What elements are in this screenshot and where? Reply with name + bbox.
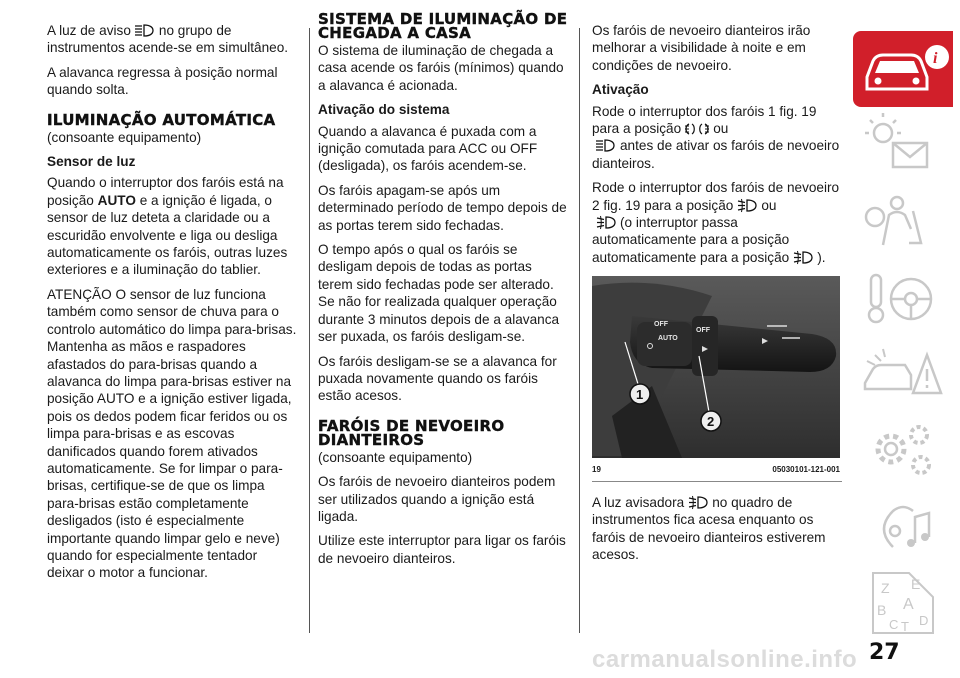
safety-icon xyxy=(853,183,953,259)
front-fog-light-icon xyxy=(736,198,758,213)
svg-text:E: E xyxy=(911,576,921,592)
figure-number: 19 xyxy=(592,465,601,475)
paragraph: Os faróis de nevoeiro dianteiros irão melhorar a visibilidade à noite e em condições de nevoeiro. xyxy=(592,23,811,73)
svg-text:D: D xyxy=(919,613,929,628)
svg-text:A: A xyxy=(903,596,914,613)
parking-lights-icon xyxy=(684,122,710,136)
paragraph: Os faróis apagam-se após um determinado período de tempo depois de as portas terem sido fechadas. xyxy=(318,182,567,233)
svg-text:Z: Z xyxy=(881,580,890,596)
front-fog-light-icon xyxy=(687,495,709,510)
paragraph: Rode o interruptor dos faróis de nevoeiro 2 fig. 19 para a posição ou (o interruptor passa automaticamente para a posição automaticamente para a posição ). xyxy=(592,180,840,265)
warning-lights-icon xyxy=(853,107,953,183)
maintenance-icon xyxy=(853,411,953,487)
tab-starting-driving[interactable] xyxy=(853,259,953,335)
high-beam-icon xyxy=(134,23,156,38)
tab-emergency[interactable] xyxy=(853,335,953,411)
car-info-icon xyxy=(853,31,953,107)
paragraph: A luz avisadora no quadro de instrumentos fica acesa enquanto os faróis de nevoeiro dianteiros estiverem acesos. xyxy=(592,494,826,562)
svg-text:i: i xyxy=(933,50,938,67)
high-beam-icon xyxy=(595,138,617,153)
paragraph: Rode o interruptor dos faróis 1 fig. 19 para a posição ou antes de ativar os faróis de nevoeiro dianteiros. xyxy=(592,103,840,171)
figure-caption xyxy=(592,458,842,481)
column-divider xyxy=(579,28,580,633)
svg-text:T: T xyxy=(901,619,909,634)
headlight-lever-illustration xyxy=(592,276,840,458)
tab-safety[interactable] xyxy=(853,183,953,259)
paragraph: O sistema de iluminação de chegada a casa acende os faróis (mínimos) quando a alavanca é acionada. xyxy=(318,43,564,93)
section-note: (consoante equipamento) xyxy=(47,129,202,145)
callout-1: 1 xyxy=(636,387,644,403)
tab-multimedia[interactable] xyxy=(853,487,953,563)
front-fog-light-icon xyxy=(792,250,814,265)
subheading: Ativação do sistema xyxy=(318,102,450,118)
column-1 xyxy=(47,22,297,589)
emergency-icon xyxy=(853,335,953,411)
tab-maintenance[interactable] xyxy=(853,411,953,487)
tab-warning-lights[interactable] xyxy=(853,107,953,183)
svg-text:C: C xyxy=(889,617,899,632)
paragraph: O tempo após o qual os faróis se desligam depois de todas as portas terem sido fechadas pode ser alterado. Se não for realizada qualquer operação durante 3 minutos depois de a alavanca ser puxada, os faróis desligam-se. xyxy=(318,242,560,345)
tab-index[interactable] xyxy=(853,563,953,639)
column-2 xyxy=(318,12,568,574)
figure-code: 05030101-121-001 xyxy=(772,465,840,475)
callout-2: 2 xyxy=(707,414,715,430)
section-heading: ILUMINAÇÃO AUTOMÁTICA xyxy=(47,110,276,129)
section-heading: SISTEMA DE ILUMINAÇÃO DE CHEGADA A CASA xyxy=(318,10,568,42)
off-label: OFF xyxy=(696,327,710,335)
watermark: carmanualsonline.info xyxy=(592,646,858,673)
paragraph: Quando a alavanca é puxada com a ignição comutada para ACC ou OFF (desligada), os faróis acendem-se. xyxy=(318,123,538,174)
front-fog-light-icon xyxy=(595,215,617,230)
svg-text:B: B xyxy=(877,602,887,618)
auto-label: AUTO xyxy=(658,335,678,343)
column-3 xyxy=(592,22,842,570)
column-divider xyxy=(309,28,310,633)
multimedia-icon xyxy=(853,487,953,563)
paragraph: A luz de aviso no grupo de instrumentos acende-se em simultâneo. xyxy=(47,23,289,56)
section-heading: FARÓIS DE NEVOEIRO DIANTEIROS xyxy=(318,416,505,449)
paragraph: Os faróis desligam-se se a alavanca for puxada novamente quando os faróis estão acesos. xyxy=(318,353,557,404)
page-number: 27 xyxy=(869,640,900,665)
paragraph: Os faróis de nevoeiro dianteiros podem ser utilizados quando a ignição está ligada. xyxy=(318,474,556,524)
figure-19-photo xyxy=(592,276,840,458)
subheading: Ativação xyxy=(592,82,649,98)
paragraph: Utilize este interruptor para ligar os faróis de nevoeiro dianteiros. xyxy=(318,533,566,566)
index-icon xyxy=(853,563,953,639)
paragraph: Quando o interruptor dos faróis está na posição AUTO e a ignição é ligada, o sensor de luz deteta a claridade ou a escuridão envolvente e liga ou desliga automaticamente os faróis, outras luzes exteriores e a iluminação do tablier. xyxy=(47,175,288,278)
starting-driving-icon xyxy=(853,259,953,335)
paragraph: A alavanca regressa à posição normal quando solta. xyxy=(47,64,278,98)
subheading: Sensor de luz xyxy=(47,154,136,170)
section-note: (consoante equipamento) xyxy=(318,449,473,465)
warning-paragraph: ATENÇÃO O sensor de luz funciona também como sensor de chuva para o controlo automático do limpa para-brisas. Mantenha as mãos e raspadores afastados do para-brisas quando a alavanca do limpa para-brisas estiver na posição AUTO e a ignição estiver ligada, pois os dedos podem ficar feridos ou os limpa para-brisas e as escovas danificados quando forem ativados automaticamente. Se for limpar o para-brisas, certifique-se de que os limpa para-brisas estão completamente desligados (isto é especialmente importante quando limpar gelo e neve) quando for especialmente tentador deixar o motor a funcionar. xyxy=(47,286,297,581)
off-label: OFF xyxy=(654,321,668,329)
tab-car-info[interactable] xyxy=(853,31,953,107)
chapter-tab-sidebar xyxy=(853,31,960,634)
